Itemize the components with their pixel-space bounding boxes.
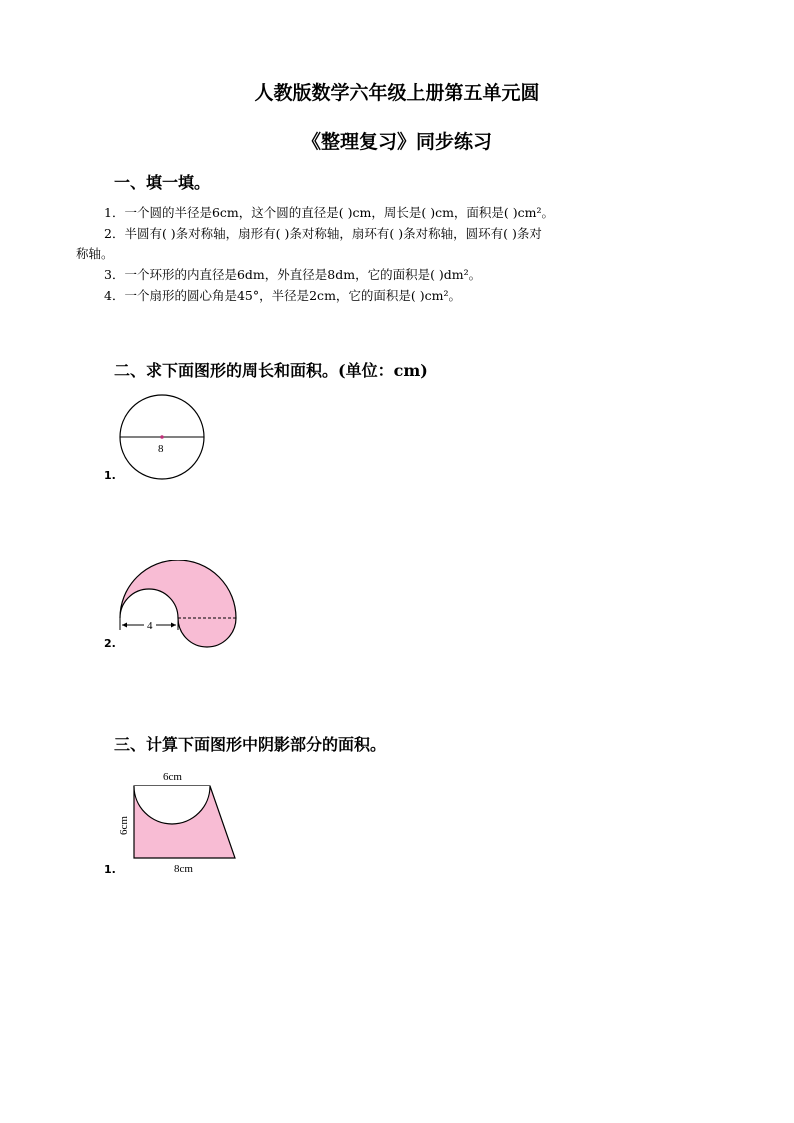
question-1-2: 2．半圆有( )条对称轴，扇形有( )条对称轴，扇环有( )条对称轴，圆环有( )条对: [104, 226, 542, 241]
question-1-3: 3．一个环形的内直径是6dm，外直径是8dm，它的面积是( )dm²。: [104, 267, 482, 282]
question-1-1: 1．一个圆的半径是6cm，这个圆的直径是( )cm，周长是( )cm，面积是( )cm²。: [104, 205, 555, 220]
figure-2-2-number: 2.: [104, 637, 116, 650]
figure-3-1-number: 1.: [104, 863, 116, 876]
arrow-left-icon: [122, 623, 127, 628]
trapezoid-figure: [114, 767, 244, 879]
section-3-heading: 三、计算下面图形中阴影部分的面积。: [114, 735, 387, 754]
center-dot: [160, 435, 164, 439]
arrow-right-icon: [171, 623, 176, 628]
crescent-figure: [114, 560, 244, 652]
section-2-heading: 二、求下面图形的周长和面积。(单位：cm): [114, 361, 428, 380]
circle-figure: [114, 393, 214, 485]
question-1-2-continued: 称轴。: [76, 246, 114, 261]
figure-2-1-number: 1.: [104, 469, 116, 482]
side-length-label: 6cm: [118, 816, 130, 835]
top-length-label: 6cm: [163, 771, 182, 783]
page-subtitle: 《整理复习》同步练习: [301, 131, 492, 153]
bottom-length-label: 8cm: [174, 863, 193, 875]
section-1-heading: 一、填一填。: [114, 173, 211, 192]
page-title: 人教版数学六年级上册第五单元圆: [254, 82, 540, 104]
question-1-4: 4．一个扇形的圆心角是45°，半径是2cm，它的面积是( )cm²。: [104, 288, 462, 303]
diameter-label: 8: [158, 443, 164, 455]
length-label: 4: [147, 620, 153, 632]
shaded-region: [120, 560, 236, 647]
